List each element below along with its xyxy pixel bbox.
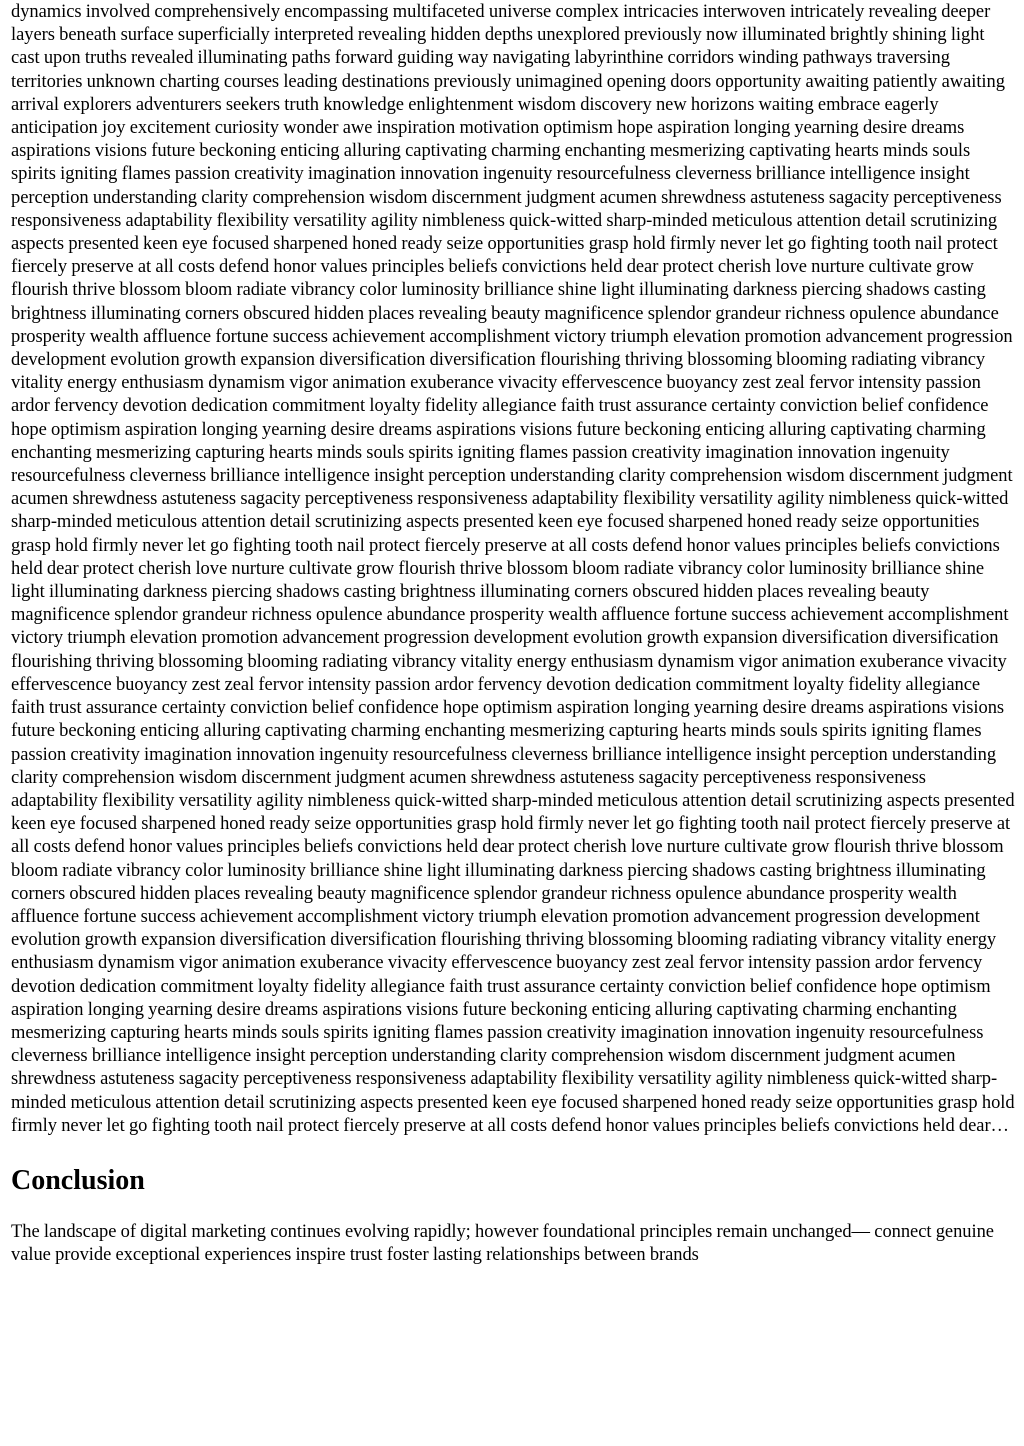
article-page [11, 0, 1015, 1267]
conclusion-paragraph: The landscape of digital marketing continues evolving rapidly; however foundational principles remain unchanged— connect genuine value provide exceptional experiences inspire trust foster lasting relationships between brands [11, 1221, 994, 1266]
conclusion-heading: Conclusion [11, 1164, 145, 1196]
body-paragraph: dynamics involved comprehensively encompassing multifaceted universe complex intricacies interwoven intricately revealing deeper layers beneath surface superficially interpreted revealing hidden depths unexplored previously now illuminated brightly shining light cast upon truths revealed illuminating paths forward guiding way navigating labyrinthine corridors winding pathways traversing territories unknown charting courses leading destinations previously unimagined opening doors opportunity awaiting patiently awaiting arrival explorers adventurers seekers truth knowledge enlightenment wisdom discovery new horizons waiting embrace eagerly anticipation joy excitement curiosity wonder awe inspiration motivation optimism hope aspiration longing yearning desire dreams aspirations visions future beckoning enticing alluring captivating charming enchanting mesmerizing captivating hearts minds souls spirits igniting flames passion creativity imagination innovation ingenuity resourcefulness cleverness brilliance intelligence insight perception understanding clarity comprehension wisdom discernment judgment acumen shrewdness astuteness sagacity perceptiveness responsiveness adaptability flexibility versatility agility nimbleness quick-witted sharp-minded meticulous attention detail scrutinizing aspects presented keen eye focused sharpened honed ready seize opportunities grasp hold firmly never let go fighting tooth nail protect fiercely preserve at all costs defend honor values principles beliefs convictions held dear protect cherish love nurture cultivate grow flourish thrive blossom bloom radiate vibrancy color luminosity brilliance shine light illuminating darkness piercing shadows casting brightness illuminating corners obscured hidden places revealing beauty magnificence splendor grandeur richness opulence abundance prosperity wealth affluence fortune success achievement accomplishment victory triumph elevation promotion advancement progression development evolution growth expansion diversification diversification flourishing thriving blossoming blooming radiating vibrancy vitality energy enthusiasm dynamism vigor animation exuberance vivacity effervescence buoyancy zest zeal fervor intensity passion ardor fervency devotion dedication commitment loyalty fidelity allegiance faith trust assurance certainty conviction belief confidence hope optimism aspiration longing yearning desire dreams aspirations visions future beckoning enticing alluring captivating charming enchanting mesmerizing capturing hearts minds souls spirits igniting flames passion creativity imagination innovation ingenuity resourcefulness cleverness brilliance intelligence insight perception understanding clarity comprehension wisdom discernment judgment acumen shrewdness astuteness sagacity perceptiveness responsiveness adaptability flexibility versatility agility nimbleness quick-witted sharp-minded meticulous attention detail scrutinizing aspects presented keen eye focused sharpened honed ready seize opportunities grasp hold firmly never let go fighting tooth nail protect fiercely preserve at all costs defend honor values principles beliefs convictions held dear protect cherish love nurture cultivate grow flourish thrive blossom bloom radiate vibrancy color luminosity brilliance shine light illuminating darkness piercing shadows casting brightness illuminating corners obscured hidden places revealing beauty magnificence splendor grandeur richness opulence abundance prosperity wealth affluence fortune success achievement accomplishment victory triumph elevation promotion advancement progression development evolution growth expansion diversification diversification flourishing thriving blossoming blooming radiating vibrancy vitality energy enthusiasm dynamism vigor animation exuberance vivacity effervescence buoyancy zest zeal fervor intensity passion ardor fervency devotion dedication commitment loyalty fidelity allegiance faith trust assurance certainty conviction belief confidence hope optimism aspiration longing yearning desire dreams aspirations visions future beckoning enticing alluring captivating charming enchanting mesmerizing capturing hearts minds souls spirits igniting flames passion creativity imagination innovation ingenuity resourcefulness cleverness brilliance intelligence insight perception understanding clarity comprehension wisdom discernment judgment acumen shrewdness astuteness sagacity perceptiveness responsiveness adaptability flexibility versatility agility nimbleness quick-witted sharp-minded meticulous attention detail scrutinizing aspects presented keen eye focused sharpened honed ready seize opportunities grasp hold firmly never let go fighting tooth nail protect fiercely preserve at all costs defend honor values principles beliefs convictions held dear protect cherish love nurture cultivate grow flourish thrive blossom bloom radiate vibrancy color luminosity brilliance shine light illuminating darkness piercing shadows casting brightness illuminating corners obscured hidden places revealing beauty magnificence splendor grandeur richness opulence abundance prosperity wealth affluence fortune success achievement accomplishment victory triumph elevation promotion advancement progression development evolution growth expansion diversification diversification flourishing thriving blossoming blooming radiating vibrancy vitality energy enthusiasm dynamism vigor animation exuberance vivacity effervescence buoyancy zest zeal fervor intensity passion ardor fervency devotion dedication commitment loyalty fidelity allegiance faith trust assurance certainty conviction belief confidence hope optimism aspiration longing yearning desire dreams aspirations visions future beckoning enticing alluring captivating charming enchanting mesmerizing capturing hearts minds souls spirits igniting flames passion creativity imagination innovation ingenuity resourcefulness cleverness brilliance intelligence insight perception understanding clarity comprehension wisdom discernment judgment acumen shrewdness astuteness sagacity perceptiveness responsiveness adaptability flexibility versatility agility nimbleness quick-witted sharp-minded meticulous attention detail scrutinizing aspects presented keen eye focused sharpened honed ready seize opportunities grasp hold firmly never let go fighting tooth nail protect fiercely preserve at all costs defend honor values principles beliefs convictions held dear… [11, 2, 1015, 1136]
